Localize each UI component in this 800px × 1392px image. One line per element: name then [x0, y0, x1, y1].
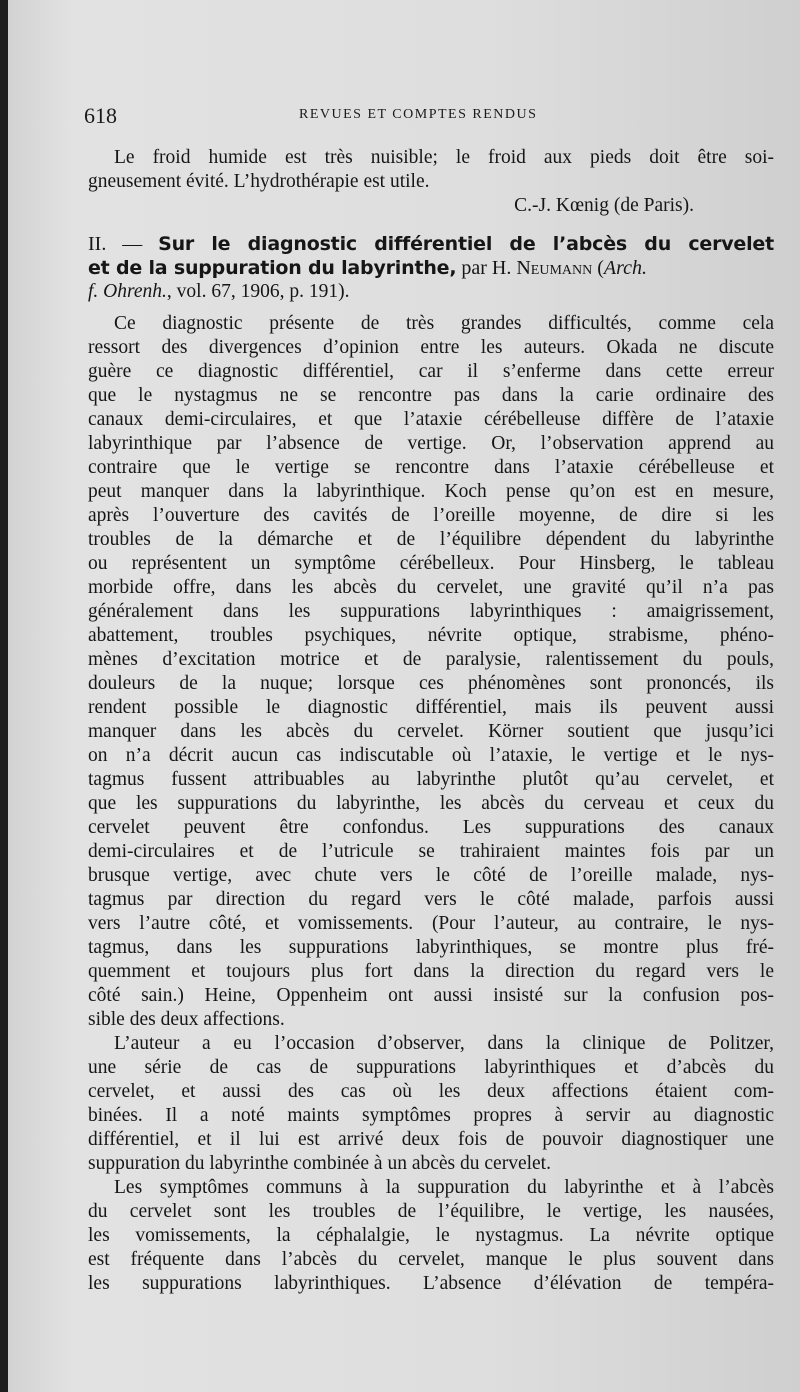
body-line: morbide offre, dans les abcès du cervelet, une gravité qu’il n’a pas: [88, 577, 774, 598]
article-title-continued: et de la suppuration du labyrinthe,: [88, 257, 457, 279]
body-line: côté sain.) Heine, Oppenheim ont aussi insisté sur la confusion pos-: [88, 985, 774, 1006]
body-line: mènes d’excitation motrice et de paralysie, ralentissement du pouls,: [88, 649, 774, 670]
body-line: Ce diagnostic présente de très grandes difficultés, comme cela: [114, 313, 774, 334]
page-header: [84, 103, 774, 127]
body-line: canaux demi-circulaires, et que l’ataxie cérébelleuse diffère de l’ataxie: [88, 409, 774, 430]
body-line: Le froid humide est très nuisible; le froid aux pieds doit être soi-: [114, 147, 774, 168]
article-source-open: (: [597, 257, 604, 279]
article-title-line-1: [88, 232, 774, 256]
running-title: REVUES ET COMPTES RENDUS: [299, 107, 538, 122]
body-line: peut manquer dans la labyrinthique. Koch pense qu’on est en mesure,: [88, 481, 774, 502]
body-line: binées. Il a noté maints symptômes propres à servir au diagnostic: [88, 1105, 774, 1126]
journal-name: Arch.: [603, 257, 648, 279]
article-by: par H.: [461, 257, 512, 279]
body-line: Les symptômes communs à la suppuration du labyrinthe et à l’abcès: [114, 1177, 774, 1198]
journal-name-continued: f. Ohrenh.: [88, 281, 167, 302]
body-line: est fréquente dans l’abcès du cervelet, manque le plus souvent dans: [88, 1249, 774, 1270]
body-line: vers l’autre côté, et vomissements. (Pour l’auteur, au contraire, le nys-: [88, 913, 774, 934]
body-line: ou représentent un symptôme cérébelleux. Pour Hinsberg, le tableau: [88, 553, 774, 574]
body-line: manquer dans les abcès du cervelet. Körner soutient que jusqu’ici: [88, 721, 774, 742]
body-line: les suppurations labyrinthiques. L’absence d’élévation de tempéra-: [88, 1273, 774, 1294]
page-body: [88, 146, 774, 1296]
body-line: gneusement évité. L’hydrothérapie est utile.: [88, 171, 430, 192]
body-line: sible des deux affections.: [88, 1009, 285, 1030]
body-line: tagmus, dans les suppurations labyrinthiques, se montre plus fré-: [88, 937, 774, 958]
body-line: cervelet, et aussi des cas où les deux affections étaient com-: [88, 1081, 774, 1102]
body-line: rendent possible le diagnostic différentiel, mais ils peuvent aussi: [88, 697, 774, 718]
body-line: que les suppurations du labyrinthe, les abcès du cerveau et ceux du: [88, 793, 774, 814]
body-line: quemment et toujours plus fort dans la direction du regard vers le: [88, 961, 774, 982]
article-title-line-2: [88, 256, 774, 280]
body-line: demi-circulaires et de l’utricule se trahiraient maintes fois par un: [88, 841, 774, 862]
page-number: 618: [84, 103, 117, 128]
article-number: II. —: [88, 233, 143, 255]
body-line: contraire que le vertige se rencontre dans l’ataxie cérébelleuse et: [88, 457, 774, 478]
body-line: ressort des divergences d’opinion entre les auteurs. Okada ne discute: [88, 337, 774, 358]
body-line: labyrinthique par l’absence de vertige. Or, l’observation apprend au: [88, 433, 774, 454]
body-line: abattement, troubles psychiques, névrite optique, strabisme, phéno-: [88, 625, 774, 646]
body-line: cervelet peuvent être confondus. Les suppurations des canaux: [88, 817, 774, 838]
body-line: une série de cas de suppurations labyrinthiques et d’abcès du: [88, 1057, 774, 1078]
reviewer-signature: C.-J. Kœnig (de Paris).: [514, 195, 694, 216]
body-line: on n’a décrit aucun cas indiscutable où l’ataxie, le vertige et le nys-: [88, 745, 774, 766]
article-author: Neumann: [516, 257, 593, 279]
body-line: que le nystagmus ne se rencontre pas dans la carie ordinaire des: [88, 385, 774, 406]
body-line: tagmus fussent attribuables au labyrinthe plutôt qu’au cervelet, et: [88, 769, 774, 790]
body-line: du cervelet sont les troubles de l’équilibre, le vertige, les nausées,: [88, 1201, 774, 1222]
body-line: L’auteur a eu l’occasion d’observer, dans la clinique de Politzer,: [114, 1033, 774, 1054]
body-line: suppuration du labyrinthe combinée à un abcès du cervelet.: [88, 1153, 551, 1174]
article-title: Sur le diagnostic différentiel de l’abcès du cervelet: [158, 233, 775, 255]
body-line: les vomissements, la céphalalgie, le nystagmus. La névrite optique: [88, 1225, 774, 1246]
article-reference-line: [88, 280, 774, 304]
body-line: généralement dans les suppurations labyrinthiques : amaigrissement,: [88, 601, 774, 622]
body-line: brusque vertige, avec chute vers le côté de l’oreille malade, nys-: [88, 865, 774, 886]
body-line: guère ce diagnostic différentiel, car il s’enferme dans cette erreur: [88, 361, 774, 382]
body-line: tagmus par direction du regard vers le côté malade, parfois aussi: [88, 889, 774, 910]
article-reference: , vol. 67, 1906, p. 191).: [166, 281, 350, 302]
body-line: douleurs de la nuque; lorsque ces phénomènes sont prononcés, ils: [88, 673, 774, 694]
body-line: troubles de la démarche et de l’équilibre dépendent du labyrinthe: [88, 529, 774, 550]
body-line: après l’ouverture des cavités de l’oreille moyenne, de dire si les: [88, 505, 774, 526]
scanned-page: [8, 0, 800, 1392]
body-line: différentiel, et il lui est arrivé deux fois de pouvoir diagnostiquer une: [88, 1129, 774, 1150]
